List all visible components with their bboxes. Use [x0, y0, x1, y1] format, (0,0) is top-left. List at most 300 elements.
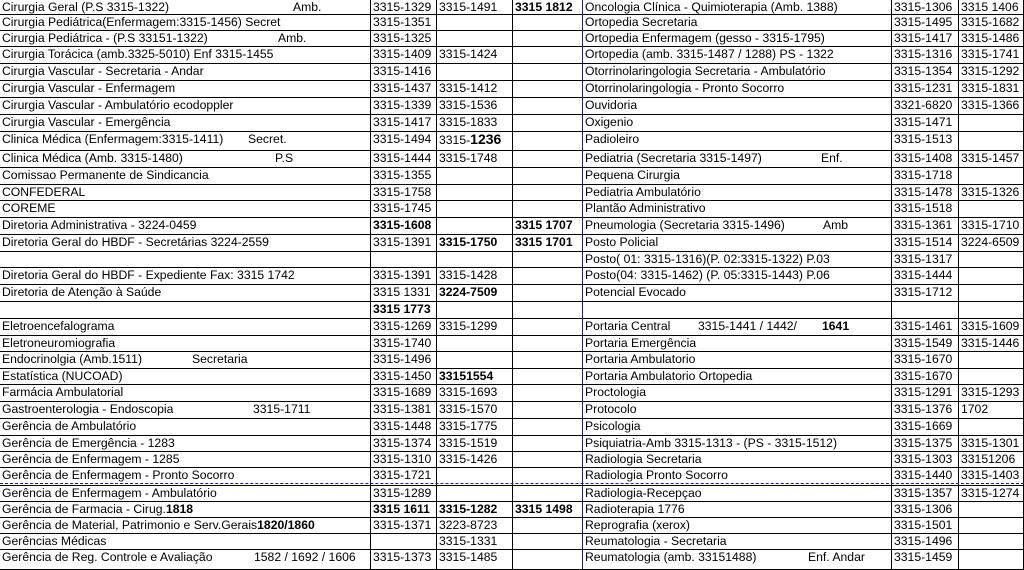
department-name-cell-right: [582, 132, 891, 150]
phone-cell-4: [891, 518, 958, 533]
phone-cell-3: [512, 502, 582, 517]
cell-text: 3315-1306: [894, 502, 953, 516]
department-name-cell-right: [582, 486, 891, 501]
phone-cell-5: [958, 0, 1024, 14]
cell-text: Radiologia Secretaria: [585, 452, 702, 466]
phone-cell-2: [436, 369, 512, 384]
table-row: [0, 201, 1024, 218]
cell-text: Posto(04: 3315-1462) (P. 05:3315-1443) P.06: [585, 268, 830, 282]
phone-cell-1: [370, 132, 436, 150]
phone-cell-3: [512, 252, 582, 267]
cell-text: Ouvidoria: [585, 98, 638, 112]
cell-text: 3315-1486: [961, 31, 1020, 45]
phone-cell-1: [370, 534, 436, 549]
cell-text: Radiologia Pronto Socorro: [585, 468, 728, 482]
phone-cell-3: [512, 201, 582, 217]
department-name-cell-right: [582, 115, 891, 131]
department-name-cell-right: [582, 402, 891, 418]
cell-text: 3315-1366: [961, 98, 1020, 112]
cell-text: 3315 1611: [373, 502, 430, 516]
phone-cell-5: [958, 252, 1024, 267]
cell-text: Gerência de Emergência - 1283: [2, 436, 175, 450]
table-row: [0, 352, 1024, 369]
cell-text: Eletroneuromiografia: [2, 336, 116, 350]
phone-cell-4: [891, 185, 958, 200]
cell-text: 3315-1293: [961, 385, 1020, 399]
table-row: [0, 534, 1024, 550]
phone-cell-4: [891, 402, 958, 418]
table-row: [0, 0, 1024, 15]
cell-text: 3315-1424: [439, 47, 498, 61]
phone-cell-3: [512, 115, 582, 131]
phone-cell-5: [958, 98, 1024, 114]
cell-text: 3315-1282: [439, 502, 498, 516]
phone-cell-3: [512, 436, 582, 451]
cell-text: Oxigenio: [585, 115, 634, 129]
department-name-cell-right: [582, 185, 891, 200]
phone-cell-5: [958, 436, 1024, 451]
phone-cell-5: [958, 534, 1024, 549]
cell-text: 3315-1471: [894, 115, 953, 129]
cell-text: Posto Policial: [585, 235, 659, 249]
phone-cell-3: [512, 550, 582, 569]
cell-text: 1818: [165, 502, 194, 516]
cell-text: Diretoria Administrativa - 3224-0459: [2, 218, 197, 232]
phone-cell-4: [891, 201, 958, 217]
cell-text: Clinica Médica (Amb. 3315-1480): [2, 151, 183, 165]
phone-cell-4: [891, 168, 958, 184]
cell-text: 3315-1491: [439, 0, 498, 14]
cell-text: 3315-1339: [373, 98, 432, 112]
department-name-cell: [0, 319, 370, 335]
table-row: [0, 168, 1024, 185]
cell-text: Endocrinolgia (Amb.1511): [2, 352, 143, 366]
cell-text: 1702: [961, 402, 989, 416]
cell-text: 3223-8723: [439, 518, 498, 532]
cell-text: Gerências Médicas: [2, 534, 107, 548]
cell-text: Portaria Ambulatorio Ortopedia: [585, 369, 753, 383]
cell-text: Farmácia Ambulatorial: [2, 385, 124, 399]
cell-text: COREME: [2, 201, 56, 215]
phone-cell-4: [891, 81, 958, 97]
phone-cell-1: [370, 268, 436, 284]
phone-cell-2: [436, 201, 512, 217]
department-name-cell-right: [582, 168, 891, 184]
cell-text: Estatística (NUCOAD): [2, 369, 123, 383]
table-row: [0, 402, 1024, 419]
phone-cell-1: [370, 369, 436, 384]
phone-cell-4: [891, 302, 958, 318]
cell-text: Cirurgia Vascular - Emergência: [2, 115, 171, 129]
cell-text: Amb.: [278, 31, 307, 45]
cell-text: Cirurgia Vascular - Secretaria - Andar: [2, 64, 204, 78]
cell-text: 3315-1416: [373, 64, 432, 78]
phone-cell-1: [370, 81, 436, 97]
department-name-cell: [0, 168, 370, 184]
cell-text: 3315-1440: [894, 468, 953, 482]
cell-text: Padioleiro: [585, 132, 640, 146]
cell-text: 3315-1437: [373, 81, 432, 95]
cell-text: 1236: [470, 132, 502, 147]
phone-cell-3: [512, 47, 582, 63]
phone-cell-2: [436, 132, 512, 150]
cell-text: Gerência de Ambulatório: [2, 419, 137, 433]
cell-text: 3315-1833: [439, 115, 498, 129]
department-name-cell: [0, 15, 370, 30]
cell-text: Gerência de Farmacia - Cirug.: [2, 502, 166, 516]
phone-cell-5: [958, 64, 1024, 80]
cell-text: 1582 / 1692 / 1606: [254, 550, 356, 564]
department-name-cell: [0, 31, 370, 46]
phone-cell-5: [958, 285, 1024, 301]
department-name-cell: [0, 47, 370, 63]
cell-text: Radiologia-Recepçao: [585, 486, 702, 500]
cell-text: 3315-1231: [894, 81, 953, 95]
phone-cell-4: [891, 352, 958, 368]
cell-text: 3315-1306: [894, 0, 953, 14]
cell-text: 3315-1375: [894, 436, 953, 450]
cell-text: Pequena Cirurgia: [585, 168, 680, 182]
phone-cell-1: [370, 385, 436, 401]
cell-text: Eletroencefalograma: [2, 319, 115, 333]
phone-cell-5: [958, 268, 1024, 284]
phone-cell-2: [436, 235, 512, 251]
phone-cell-3: [512, 402, 582, 418]
phone-cell-2: [436, 252, 512, 267]
cell-text: Gerência de Enfermagem - 1285: [2, 452, 180, 466]
phone-cell-2: [436, 419, 512, 435]
cell-text: 3315-1299: [439, 319, 498, 333]
cell-text: Potencial Evocado: [585, 285, 686, 299]
phone-cell-5: [958, 452, 1024, 467]
phone-cell-5: [958, 336, 1024, 351]
cell-text: Portaria Central: [585, 319, 671, 333]
cell-text: 3315-1741: [961, 47, 1020, 61]
table-row: [0, 486, 1024, 502]
phone-cell-5: [958, 385, 1024, 401]
phone-cell-3: [512, 419, 582, 435]
cell-text: 3315-1391: [373, 268, 432, 282]
phone-cell-4: [891, 385, 958, 401]
cell-text: 3315-1408: [894, 151, 953, 165]
department-name-cell-right: [582, 252, 891, 267]
cell-text: Diretoria de Atenção à Saúde: [2, 285, 162, 299]
cell-text: Ortopedia Secretaria: [585, 15, 698, 29]
phone-cell-1: [370, 15, 436, 30]
cell-text: 3315-1608: [373, 218, 432, 232]
phone-cell-4: [891, 550, 958, 569]
cell-text: 3315-1501: [894, 518, 953, 532]
phone-cell-2: [436, 302, 512, 318]
cell-text: 3315 1498: [515, 502, 573, 516]
table-row: [0, 302, 1024, 319]
phone-cell-3: [512, 486, 582, 501]
phone-cell-1: [370, 302, 436, 318]
phone-cell-3: [512, 235, 582, 251]
cell-text: 3315-1570: [439, 402, 498, 416]
phone-cell-3: [512, 31, 582, 46]
cell-text: Cirurgia Vascular - Ambulatório ecodoppler: [2, 98, 234, 112]
cell-text: 3315-1536: [439, 98, 498, 112]
cell-text: 3315-1711: [253, 402, 311, 416]
cell-text: 3315-1325: [373, 31, 432, 45]
phone-cell-5: [958, 518, 1024, 533]
cell-text: Reumatologia (amb. 33151488): [585, 550, 757, 564]
phone-cell-1: [370, 218, 436, 234]
table-row: [0, 518, 1024, 534]
department-name-cell: [0, 518, 370, 533]
cell-text: 3315-1496: [894, 534, 953, 548]
cell-text: 3315-1391: [373, 235, 432, 249]
department-name-cell: [0, 252, 370, 267]
cell-text: Portaria Emergência: [585, 336, 697, 350]
cell-text: Gerência de Enfermagem - Ambulatório: [2, 486, 217, 500]
table-row: [0, 235, 1024, 252]
cell-text: 3315-1355: [373, 168, 432, 182]
phone-cell-5: [958, 185, 1024, 200]
phone-cell-4: [891, 218, 958, 234]
cell-text: 3315-1417: [373, 115, 432, 129]
department-name-cell: [0, 336, 370, 351]
cell-text: 3315-1669: [894, 419, 953, 433]
cell-text: Oncologia Clínica - Quimioterapia (Amb. 1388): [585, 0, 838, 14]
phone-cell-2: [436, 168, 512, 184]
table-row: [0, 385, 1024, 402]
cell-text: 3315-1775: [439, 419, 498, 433]
phone-cell-3: [512, 81, 582, 97]
phone-cell-4: [891, 115, 958, 131]
phone-cell-1: [370, 486, 436, 501]
phone-cell-2: [436, 385, 512, 401]
phone-cell-1: [370, 98, 436, 114]
phone-cell-5: [958, 15, 1024, 30]
department-name-cell: [0, 502, 370, 517]
phone-cell-1: [370, 352, 436, 368]
cell-text: 3315-1351: [373, 15, 432, 29]
phone-cell-2: [436, 452, 512, 467]
phone-cell-4: [891, 252, 958, 267]
cell-text: 3315-1446: [961, 336, 1020, 350]
cell-text: Gerência de Enfermagem - Pronto Socorro: [2, 468, 235, 482]
phone-cell-5: [958, 550, 1024, 569]
cell-text: Secret.: [248, 132, 287, 146]
department-name-cell: [0, 302, 370, 318]
table-row: [0, 285, 1024, 302]
phone-cell-3: [512, 218, 582, 234]
phone-cell-2: [436, 534, 512, 549]
phone-cell-4: [891, 369, 958, 384]
phone-cell-3: [512, 302, 582, 318]
phone-cell-1: [370, 502, 436, 517]
phone-cell-2: [436, 185, 512, 200]
table-row: [0, 132, 1024, 151]
cell-text: Reprografia (xerox): [585, 518, 690, 532]
phone-cell-1: [370, 336, 436, 351]
department-name-cell-right: [582, 419, 891, 435]
cell-text: 3315-1441 / 1442/: [698, 319, 797, 333]
phone-cell-2: [436, 81, 512, 97]
cell-text: Pediatria (Secretaria 3315-1497): [585, 151, 762, 165]
cell-text: 3315-1457: [961, 151, 1020, 165]
department-name-cell-right: [582, 31, 891, 46]
cell-text: CONFEDERAL: [2, 185, 86, 199]
phone-cell-4: [891, 336, 958, 351]
phone-cell-5: [958, 352, 1024, 368]
cell-text: 3315-1478: [894, 185, 953, 199]
phone-cell-1: [370, 550, 436, 569]
phone-cell-4: [891, 151, 958, 167]
cell-text: Pediatria Ambulatório: [585, 185, 701, 199]
cell-text: 3315-1291: [894, 385, 953, 399]
cell-text: 3315-1417: [894, 31, 953, 45]
cell-text: Diretoria Geral do HBDF - Secretárias 3224-2559: [2, 235, 269, 249]
cell-text: 3315-1758: [373, 185, 432, 199]
cell-text: 3315-1316: [894, 47, 953, 61]
phone-cell-4: [891, 47, 958, 63]
phone-cell-5: [958, 486, 1024, 501]
phone-cell-3: [512, 185, 582, 200]
table-row: [0, 436, 1024, 452]
table-row: [0, 550, 1024, 570]
department-name-cell-right: [582, 452, 891, 467]
cell-text: 3315-1326: [961, 185, 1020, 199]
department-name-cell-right: [582, 218, 891, 234]
department-name-cell: [0, 452, 370, 467]
cell-text: 3315-1831: [961, 81, 1020, 95]
cell-text: 3315-1374: [373, 436, 432, 450]
department-name-cell: [0, 285, 370, 301]
phone-cell-3: [512, 385, 582, 401]
department-name-cell-right: [582, 336, 891, 351]
phone-cell-1: [370, 115, 436, 131]
phone-cell-4: [891, 98, 958, 114]
department-name-cell: [0, 402, 370, 418]
cell-text: 3315 1773: [373, 302, 431, 316]
cell-text: Enf. Andar: [808, 550, 865, 564]
cell-text: 3315-1301: [961, 436, 1020, 450]
department-name-cell: [0, 115, 370, 131]
cell-text: 3315-1740: [373, 336, 432, 350]
department-name-cell: [0, 369, 370, 384]
cell-text: 3315-1670: [894, 352, 953, 366]
phone-cell-2: [436, 336, 512, 351]
phone-cell-1: [370, 31, 436, 46]
phone-cell-1: [370, 185, 436, 200]
cell-text: 3315-1710: [961, 218, 1020, 232]
cell-text: 3315-1448: [373, 419, 432, 433]
department-name-cell: [0, 550, 370, 569]
phone-cell-5: [958, 302, 1024, 318]
phone-cell-1: [370, 319, 436, 335]
phone-cell-5: [958, 132, 1024, 150]
department-name-cell: [0, 81, 370, 97]
table-row: [0, 98, 1024, 115]
cell-text: 3315-1745: [373, 201, 432, 215]
department-name-cell: [0, 486, 370, 501]
cell-text: Amb.: [293, 0, 322, 14]
table-row: [0, 419, 1024, 436]
cell-text: 3315-1682: [961, 15, 1020, 29]
phone-cell-5: [958, 115, 1024, 131]
phone-cell-4: [891, 132, 958, 150]
phone-cell-5: [958, 402, 1024, 418]
department-name-cell-right: [582, 502, 891, 517]
phone-cell-2: [436, 151, 512, 167]
phone-cell-2: [436, 285, 512, 301]
cell-text: Reumatologia - Secretaria: [585, 534, 727, 548]
cell-text: Cirurgia Pediátrica - (P.S 33151-1322): [2, 31, 208, 45]
table-row: [0, 252, 1024, 268]
phone-cell-2: [436, 115, 512, 131]
cell-text: 3315 1701: [515, 235, 573, 249]
table-row: [0, 15, 1024, 31]
phone-cell-4: [891, 534, 958, 549]
phone-cell-5: [958, 502, 1024, 517]
phone-cell-5: [958, 168, 1024, 184]
phone-cell-2: [436, 268, 512, 284]
phone-cell-3: [512, 64, 582, 80]
dashed-separator: [0, 483, 1024, 484]
phone-cell-3: [512, 0, 582, 14]
cell-text: 3315-1485: [439, 550, 498, 564]
cell-text: P.S: [275, 151, 294, 165]
department-name-cell-right: [582, 81, 891, 97]
cell-text: 1641: [822, 319, 850, 333]
cell-text: Cirurgia Geral (P.S 3315-1322): [2, 0, 170, 14]
department-name-cell: [0, 419, 370, 435]
table-row: [0, 31, 1024, 47]
cell-text: Secretaria: [192, 352, 248, 366]
cell-text: 3315-1329: [373, 0, 432, 14]
department-name-cell-right: [582, 436, 891, 451]
cell-text: 3315 1331: [373, 285, 431, 299]
phone-cell-1: [370, 64, 436, 80]
cell-text: 3315-1403: [961, 468, 1020, 482]
phone-cell-1: [370, 151, 436, 167]
cell-text: 3315-1514: [894, 235, 953, 249]
phone-cell-4: [891, 419, 958, 435]
department-name-cell: [0, 235, 370, 251]
department-name-cell-right: [582, 151, 891, 167]
table-row: [0, 502, 1024, 518]
department-name-cell-right: [582, 518, 891, 533]
table-row: [0, 185, 1024, 201]
phone-cell-3: [512, 369, 582, 384]
table-row: [0, 151, 1024, 168]
phone-cell-1: [370, 235, 436, 251]
cell-text: 3315-1748: [439, 151, 498, 165]
cell-text: Enf.: [821, 151, 843, 165]
phone-cell-2: [436, 402, 512, 418]
table-row: [0, 319, 1024, 336]
cell-text: Comissao Permanente de Sindicancia: [2, 168, 209, 182]
phone-cell-3: [512, 518, 582, 533]
phone-cell-3: [512, 132, 582, 150]
phone-cell-4: [891, 502, 958, 517]
cell-text: 3315-1444: [894, 268, 953, 282]
cell-text: 3315-1693: [439, 385, 498, 399]
phone-cell-5: [958, 319, 1024, 335]
department-name-cell: [0, 132, 370, 150]
department-name-cell-right: [582, 15, 891, 30]
cell-text: 3315-1670: [894, 369, 953, 383]
cell-text: 3315-1519: [439, 436, 498, 450]
phone-cell-3: [512, 452, 582, 467]
phone-cell-5: [958, 81, 1024, 97]
cell-text: 3315-1376: [894, 402, 953, 416]
cell-text: 3315-1292: [961, 64, 1020, 78]
phone-cell-5: [958, 419, 1024, 435]
